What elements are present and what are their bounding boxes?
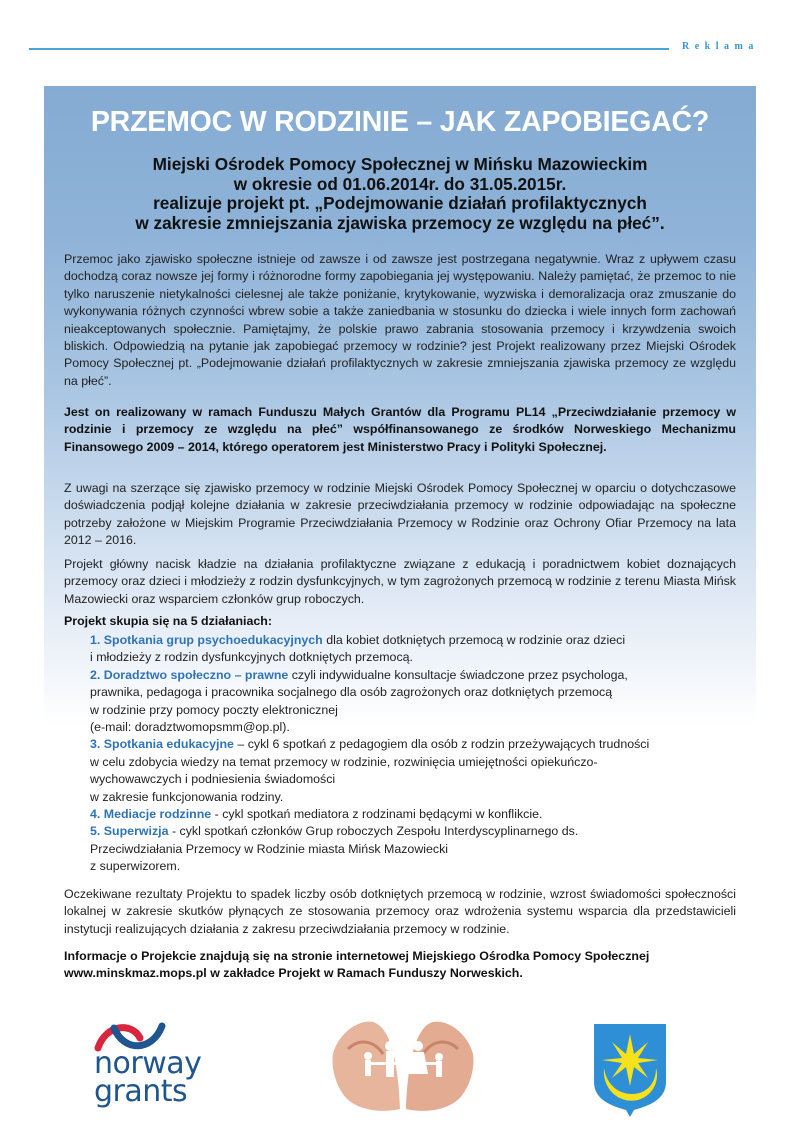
activity-title: 3. Spotkania edukacyjne	[90, 737, 234, 752]
section-label: Reklama	[682, 41, 759, 52]
activities-heading: Projekt skupia się na 5 działaniach:	[64, 614, 272, 628]
activity-text: - cykl spotkań mediatora z rodzinami będącymi w konflikcie.	[211, 807, 543, 822]
hands-family-image	[328, 1014, 478, 1124]
info-paragraph: Informacje o Projekcie znajdują się na stronie internetowej Miejskiego Ośrodka Pomocy Społecznej www.minskmaz.mops.pl w zakładce Projekt w Ramach Funduszy Norweskich.	[64, 949, 650, 981]
activities-list	[90, 632, 740, 876]
subtitle	[44, 155, 756, 233]
subtitle-line: realizuje projekt pt. „Podejmowanie działań profilaktycznych	[153, 193, 647, 213]
activity-line: w rodzinie przy pomocy poczty elektronicznej	[90, 702, 338, 717]
intro-paragraph: Przemoc jako zjawisko społeczne istnieje od zawsze i od zawsze jest postrzegana negatywnie. Wraz z upływem czasu dochodzą coraz nowsze jej formy i różnorodne formy zapobiegania jej występowaniu. Należy pamiętać, że przemoc to nie tylko naruszenie nietykalności cielesnej ale także poniżanie, krytykowanie, wyzwiska i demoralizacja oraz zmuszanie do wykonywania różnych czynności wbrew sobie a także zaniedbania w stosunku do dziecka i wiele innych form zachowań nieakceptowanych społecznie. Pamiętajmy, że polskie prawo zabrania stosowania przemocy i krzywdzenia swoich bliskich. Odpowiedzią na pytanie jak zapobiegać przemocy w rodzinie? jest Projekt realizowany przez Miejski Ośrodek Pomocy Społecznej pt. „Podejmowanie działań profilaktycznych w zakresie zmniejszania zjawiska przemocy ze względu na płeć”.	[64, 252, 736, 388]
activity-email-line: (e-mail: doradztwomopsmm@op.pl).	[90, 720, 290, 735]
grants-word: grants	[94, 1074, 188, 1109]
activity-line: wychowawczych i podniesienia świadomości	[90, 772, 336, 787]
activity-title: 2. Doradztwo społeczno – prawne	[90, 667, 289, 682]
results-paragraph: Oczekiwane rezultaty Projektu to spadek liczby osób dotkniętych przemocą w rodzinie, wzrost świadomości społeczności lokalnej w zakresie skutków płynących ze stosowania przemocy oraz wdrożenia systemu wsparcia dla przedstawicieli instytucji realizujących działania z zakresu przeciwdziałania przemocy w rodzinie.	[64, 887, 736, 936]
activity-item	[90, 667, 740, 737]
activity-line: i młodzieży z rodzin dysfunkcyjnych dotkniętych przemocą.	[90, 650, 413, 665]
activity-text: - cykl spotkań członków Grup roboczych Zespołu Interdyscyplinarnego ds.	[168, 824, 579, 839]
activity-item	[90, 806, 740, 823]
subtitle-line: w zakresie zmniejszania zjawiska przemocy ze względu na płeć”.	[135, 212, 665, 233]
norway-grants-logo	[88, 1016, 228, 1126]
page-title: PRZEMOC W RODZINIE – JAK ZAPOBIEGAĆ?	[90, 106, 710, 138]
activity-line: w celu zdobycia wiedzy na temat przemocy w rodzinie, rozwinięcia umiejętności opiekuńczo-	[90, 754, 598, 769]
norway-word: norway	[94, 1046, 202, 1081]
funding-paragraph: Jest on realizowany w ramach Funduszu Małych Grantów dla Programu PL14 „Przeciwdziałanie przemocy w rodzinie i przemocy ze względu na płeć” współfinansowanego ze środków Norweskiego Mechanizmu Finansowego 2009 – 2014, którego operatorem jest Ministerstwo Pracy i Polityki Społecznej.	[64, 405, 736, 454]
activity-title: 5. Superwizja	[90, 824, 169, 839]
activity-text: – cykl 6 spotkań z pedagogiem dla osób z rodzin przeżywających trudności	[233, 737, 650, 752]
focus-paragraph: Projekt główny nacisk kładzie na działania profilaktyczne związane z edukacją i poradnictwem kobiet doznających przemocy oraz dzieci i młodzieży z rodzin dysfunkcyjnych, w tym zagrożonych przemocą w rodzinie z terenu Miasta Mińsk Mazowiecki oraz wsparciem członków grup roboczych.	[64, 557, 736, 606]
activity-text: czyli indywidualne konsultacje świadczone przez psychologa,	[288, 667, 628, 682]
activity-item	[90, 736, 740, 806]
activity-item	[90, 823, 740, 875]
activity-title: 4. Mediacje rodzinne	[90, 807, 212, 822]
subtitle-line: Miejski Ośrodek Pomocy Społecznej w Mińsku Mazowieckim	[152, 154, 648, 174]
activity-title: 1. Spotkania grup psychoedukacyjnych	[90, 633, 323, 647]
header-divider-line	[29, 48, 669, 50]
subtitle-line: w okresie od 01.06.2014r. do 31.05.2015r.	[233, 173, 567, 194]
activity-line: prawnika, pedagoga i pracownika socjalnego dla osób zagrożonych oraz dotkniętych przemocą	[90, 685, 613, 700]
activity-text: dla kobiet dotkniętych przemocą w rodzinie oraz dzieci	[322, 633, 626, 647]
star-crescent-crest-icon	[590, 1020, 670, 1120]
hands-family-icon	[328, 1014, 478, 1124]
city-crest	[590, 1020, 670, 1120]
activity-item	[90, 632, 740, 667]
activity-line: z superwizorem.	[90, 859, 181, 874]
activity-line: w zakresie funkcjonowania rodziny.	[90, 789, 284, 804]
activity-line: Przeciwdziałania Przemocy w Rodzinie miasta Mińsk Mazowiecki	[90, 841, 449, 856]
context-paragraph: Z uwagi na szerzące się zjawisko przemocy w rodzinie Miejski Ośrodek Pomocy Społecznej w oparciu o dotychczasowe doświadczenia podjął kolejne działania w zakresie przeciwdziałania przemocy w rodzinie odpowiadając na społeczne potrzeby założone w Miejskim Programie Przeciwdziałania Przemocy w Rodzinie oraz Ochrony Ofiar Przemocy na lata 2012 – 2016.	[64, 481, 736, 548]
logos-row	[0, 1010, 800, 1140]
